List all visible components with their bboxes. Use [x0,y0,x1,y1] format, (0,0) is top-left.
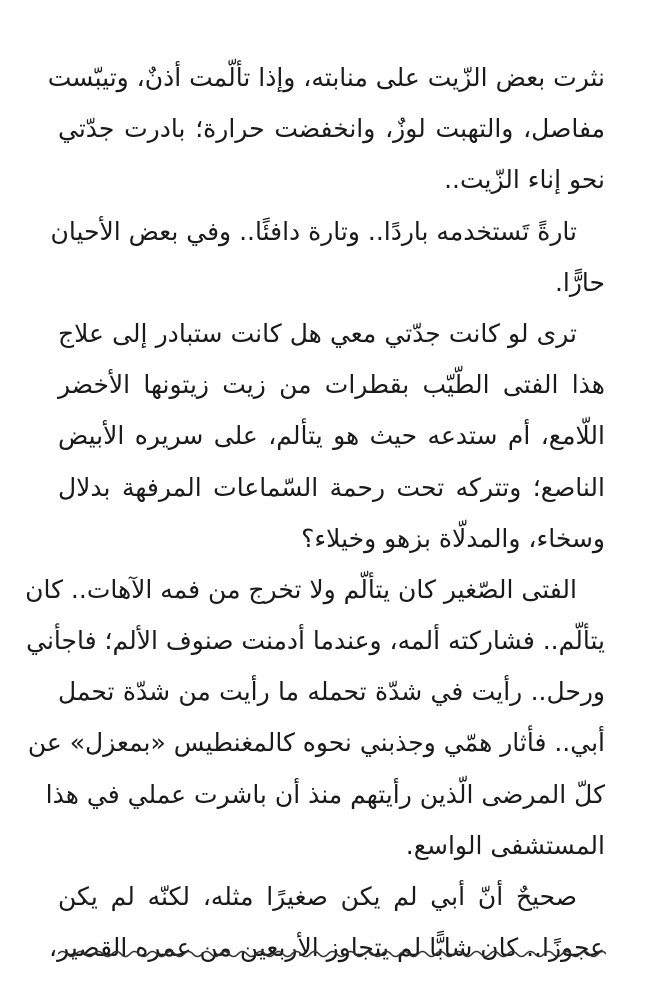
text-line: هذا الفتى الطّيّب بقطرات من زيت زيتونها الأخضر [58,370,605,400]
text-line: نثرت بعض الزّيت على منابته، وإذا تألّمت أذنٌ، وتيبّست [47,63,605,92]
text-line: ترى لو كانت جدّتي معي هل كانت ستبادر إلى علاج [58,318,577,348]
text-line: صحيحٌ أنّ أبي لم يكن صغيرًا مثله، لكنّه لم يكن [58,882,577,911]
text-line: ورحل.. رأيت في شدّة تحمله ما رأيت من شدّة تحمل [58,677,605,707]
text-line: حارًّا. [554,267,605,297]
text-line: كلّ المرضى الّذين رأيتهم منذ أن باشرت عملي في هذا [45,779,605,809]
text-line: عجوزًا.. كان شابًّا لم يتجاوز الأربعين من عمره القصير، [49,933,605,963]
text-line: أبي.. فأثار همّي وجذبني نحوه كالمغنطيس «بمعزل» عن [27,728,605,758]
text-line: مفاصل، والتهبت لوزٌ، وانخفضت حرارة؛ بادرت جدّتي [58,114,605,144]
body-text [25,52,605,973]
text-line: تارةً تَستخدمه باردًا.. وتارة دافئًا.. وفي بعض الأحيان [50,216,577,246]
text-line: يتألّم.. فشاركته ألمه، وعندما أدمنت صنوف الألم؛ فاجأني [26,626,605,656]
wavy-divider [58,948,606,960]
text-line: وسخاء، والمدلّاة بزهو وخيلاء؟ [301,523,605,553]
text-line: نحو إناء الزّيت.. [444,165,605,195]
text-line: المستشفى الواسع. [405,830,605,860]
text-line: الفتى الصّغير كان يتألّم ولا تخرج من فمه الآهات.. كان [25,574,577,604]
text-line: الناصع؛ وتتركه تحت رحمة السّماعات المرفهة بدلال [58,472,605,502]
text-line: اللّامع، أم ستدعه حيث هو يتألم، على سريره الأبيض [58,421,605,451]
